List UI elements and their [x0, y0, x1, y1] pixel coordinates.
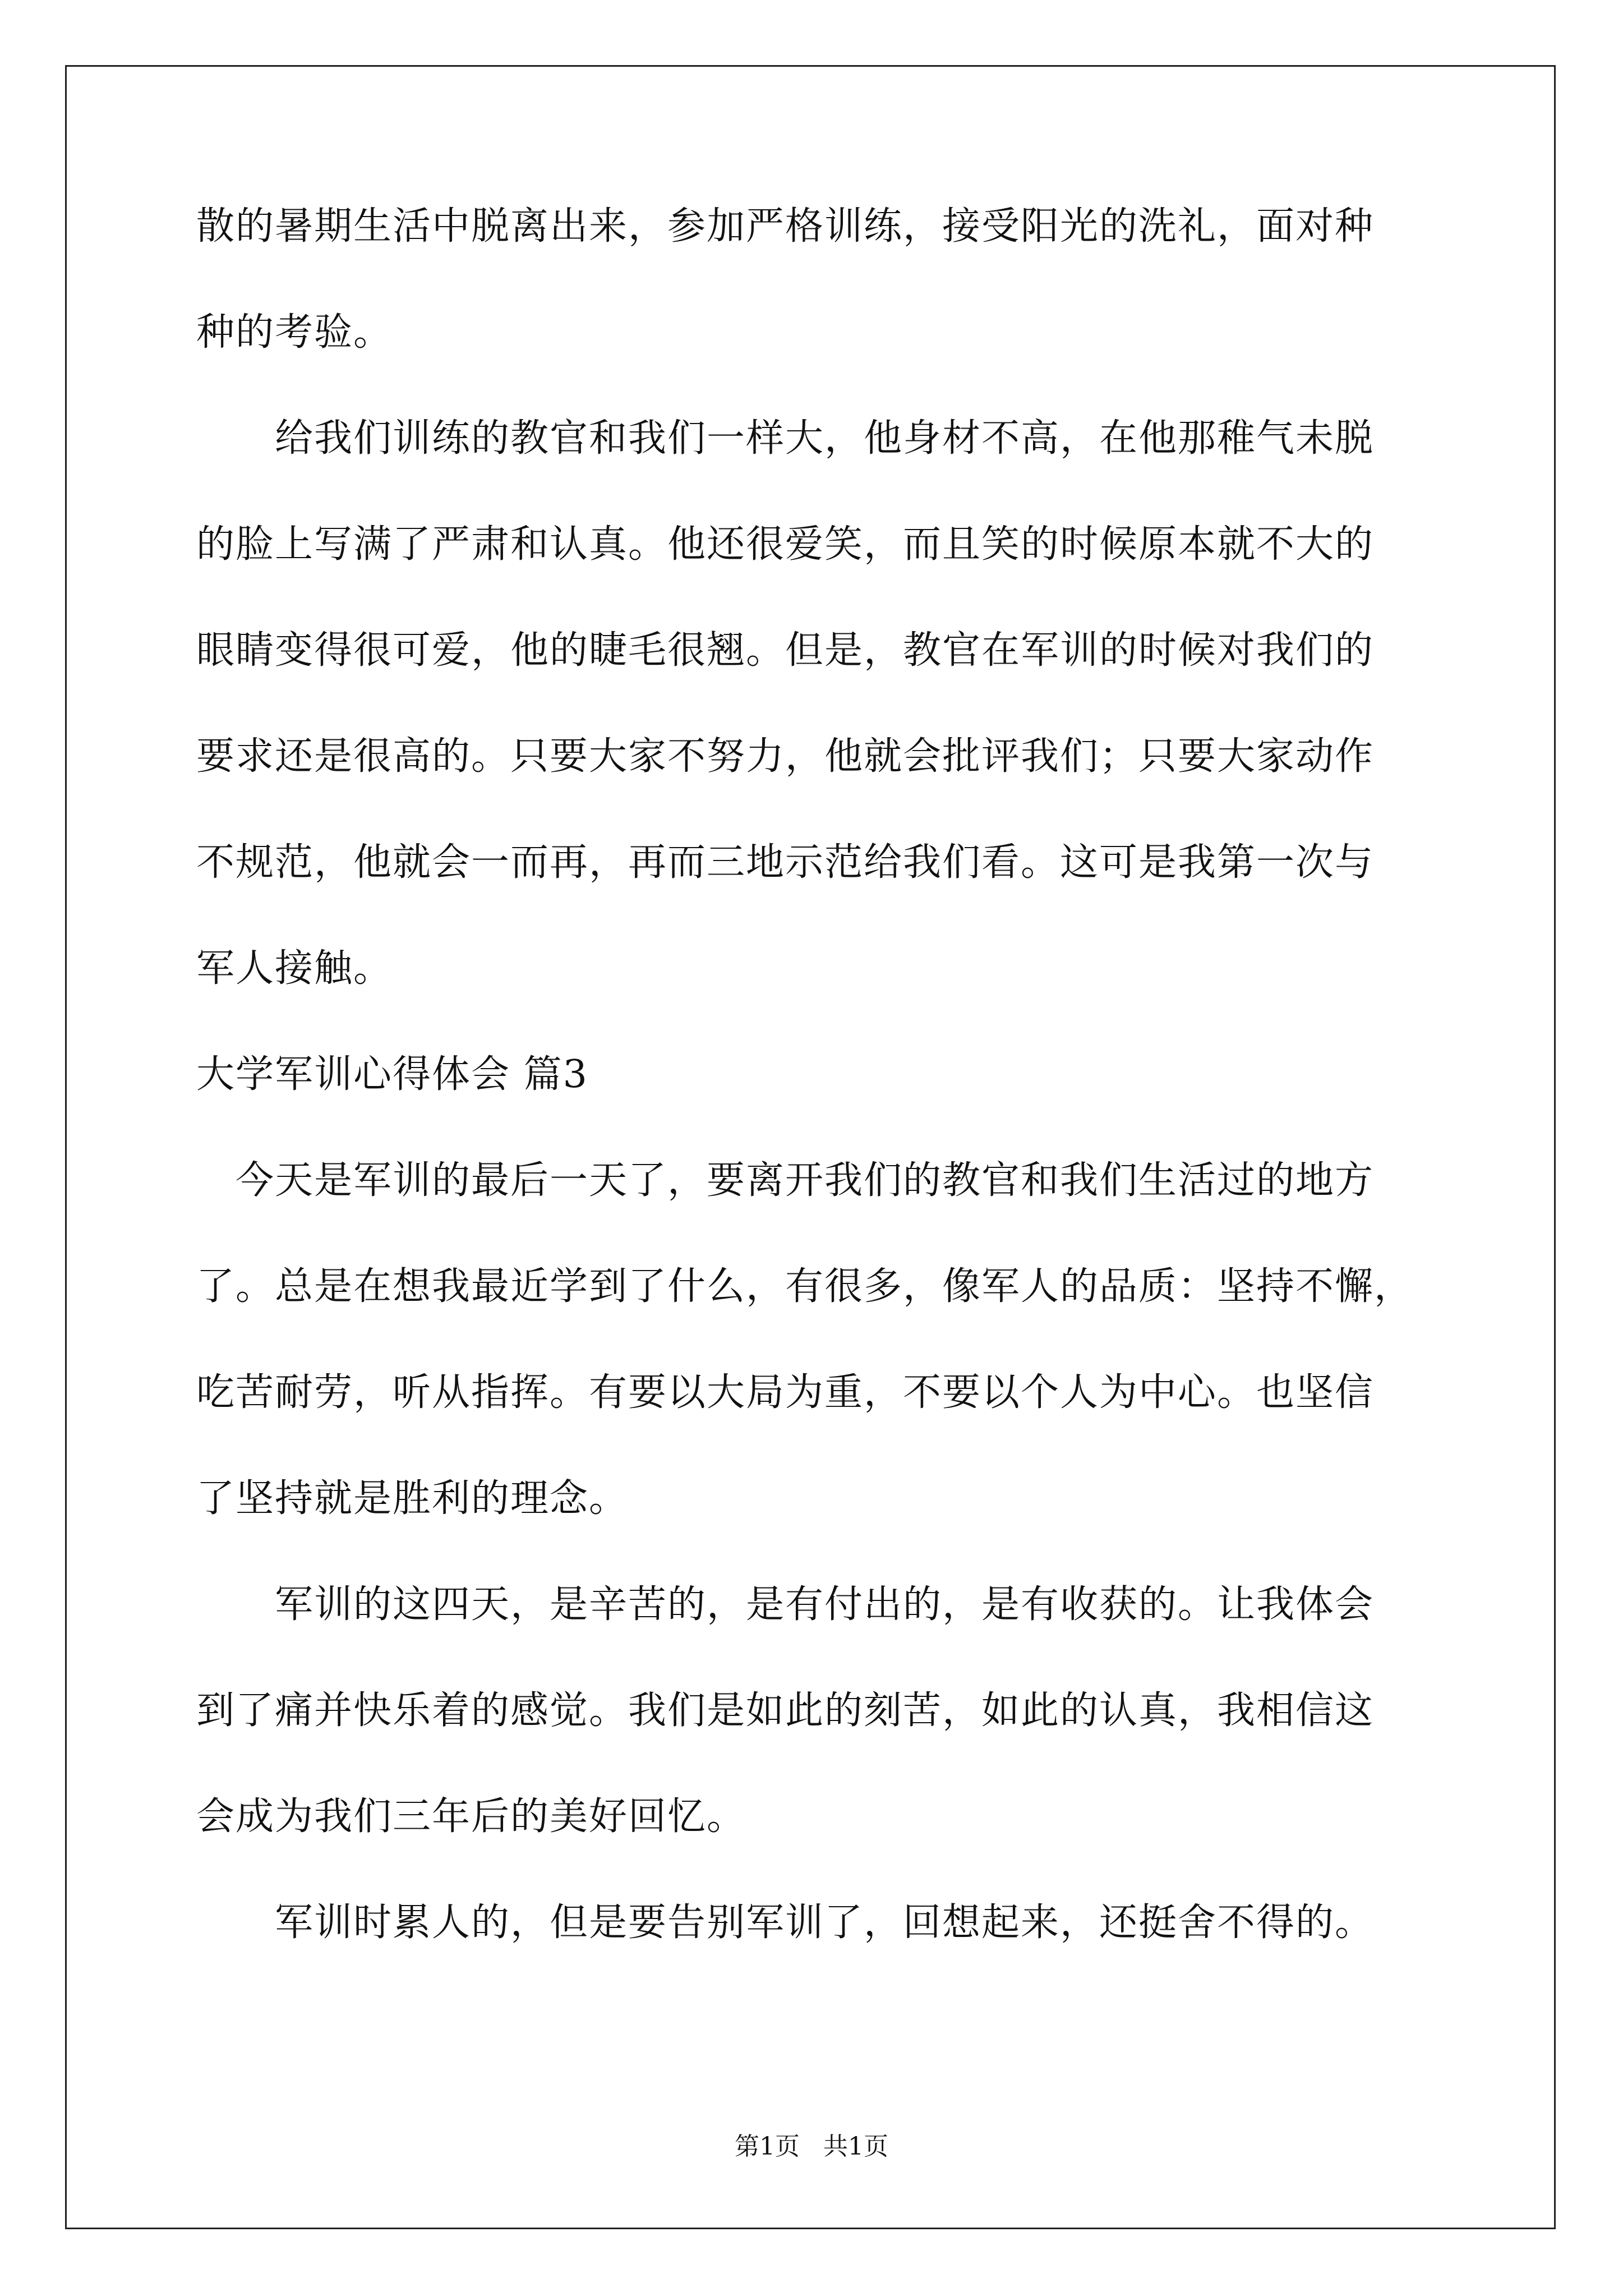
text-line: 了。总是在想我最近学到了什么，有很多，像军人的品质：坚持不懈，	[196, 1264, 1414, 1309]
text-line: 要求还是很高的。只要大家不努力，他就会批评我们；只要大家动作	[196, 734, 1375, 779]
document-body	[196, 204, 1447, 2010]
text-line: 给我们训练的教官和我们一样大，他身材不高，在他那稚气未脱	[196, 416, 1375, 461]
text-line: 会成为我们三年后的美好回忆。	[196, 1795, 746, 1839]
text-line: 到了痛并快乐着的感觉。我们是如此的刻苦，如此的认真，我相信这	[196, 1688, 1375, 1733]
text-line: 眼睛变得很可爱，他的睫毛很翘。但是，教官在军训的时候对我们的	[196, 628, 1375, 673]
text-line: 种的考验。	[196, 310, 393, 355]
section-heading: 大学军训心得体会 篇3	[196, 1052, 588, 1097]
text-line: 吃苦耐劳，听从指挥。有要以大局为重，不要以个人为中心。也坚信	[196, 1370, 1375, 1415]
text-line: 今天是军训的最后一天了，要离开我们的教官和我们生活过的地方	[196, 1158, 1375, 1203]
text-line: 军人接触。	[196, 946, 393, 991]
text-line: 的脸上写满了严肃和认真。他还很爱笑，而且笑的时候原本就不大的	[196, 522, 1375, 567]
text-line: 了坚持就是胜利的理念。	[196, 1476, 629, 1521]
text-line: 军训时累人的，但是要告别军训了，回想起来，还挺舍不得的。	[196, 1901, 1375, 1945]
text-line: 散的暑期生活中脱离出来，参加严格训练，接受阳光的洗礼，面对种	[196, 204, 1375, 249]
page-number-footer: 第1页 共1页	[735, 2132, 888, 2161]
text-line: 不规范，他就会一而再，再而三地示范给我们看。这可是我第一次与	[196, 840, 1375, 885]
text-line: 军训的这四天，是辛苦的，是有付出的，是有收获的。让我体会	[196, 1582, 1375, 1627]
